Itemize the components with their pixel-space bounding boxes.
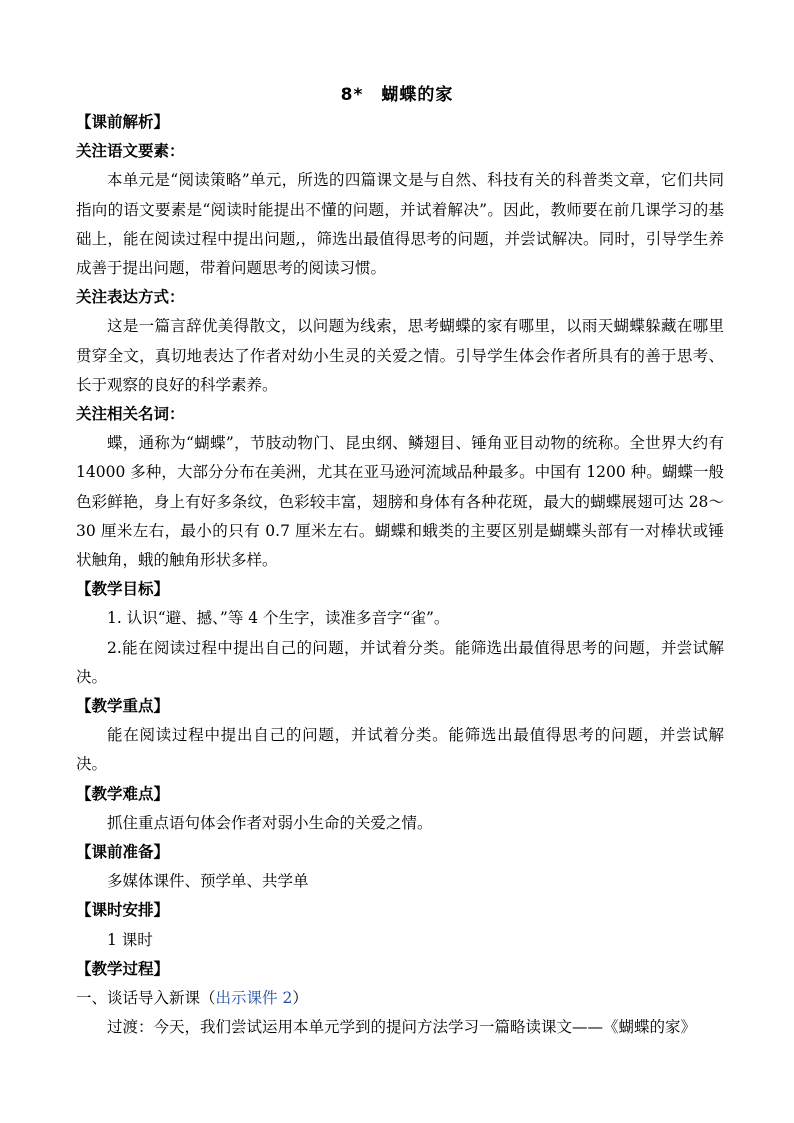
section-heading-process: 【教学过程】	[76, 959, 170, 978]
slide-reference-link[interactable]: 出示课件 2	[215, 989, 293, 1008]
subheading-terms: 关注相关名词：	[76, 405, 185, 424]
subheading-language-elements: 关注语文要素：	[76, 142, 185, 161]
section-heading-key-points: 【教学重点】	[76, 697, 170, 716]
paragraph-terms: 蝶，通称为“蝴蝶”，节肢动物门、昆虫纲、鳞翅目、锤角亚目动物的统称。全世界大约有 14000 多种，大部分分布在美洲，尤其在亚马逊河流域品种最多。中国有 1200 种。蝴蝶一般色彩鲜艳，身上有好多条纹，色彩较丰富，翅膀和身体有各种花斑，最大的蝴蝶展翅可达 28～30 厘米左右，最小的只有 0.7 厘米左右。蝴蝶和蛾类的主要区别是蝴蝶头部有一对棒状或锤状触角，蛾的触角形状多样。	[76, 434, 724, 570]
goal-item-2: 2.能在阅读过程中提出自己的问题，并试着分类。能筛选出最值得思考的问题，并尝试解决。	[76, 638, 724, 686]
section-heading-schedule: 【课时安排】	[76, 901, 170, 920]
paragraph-language-elements: 本单元是“阅读策略”单元，所选的四篇课文是与自然、科技有关的科普类文章，它们共同指向的语文要素是“阅读时能提出不懂的问题，并试着解决”。因此，教师要在前几课学习的基础上，能在阅读过程中提出问题,，筛选出最值得思考的问题，并尝试解决。同时，引导学生养成善于提出问题，带着问题思考的阅读习惯。	[76, 171, 724, 278]
section-heading-analysis: 【课前解析】	[76, 113, 170, 131]
section-heading-difficulties: 【教学难点】	[76, 784, 170, 803]
section-heading-preparation: 【课前准备】	[76, 843, 170, 862]
lesson-number: 8*	[340, 85, 364, 105]
lesson-title	[0, 80, 794, 105]
section-heading-goals: 【教学目标】	[76, 580, 170, 599]
paragraph-key-points: 能在阅读过程中提出自己的问题，并试着分类。能筛选出最值得思考的问题，并尝试解决。	[76, 726, 724, 774]
process-step-1-close: ）	[292, 989, 308, 1008]
subheading-expression: 关注表达方式：	[76, 288, 185, 307]
paragraph-schedule: 1 课时	[107, 930, 153, 949]
paragraph-transition: 过渡：今天，我们尝试运用本单元学到的提问方法学习一篇略读课文——《蝴蝶的家》	[107, 1018, 697, 1037]
document-body	[76, 108, 724, 1043]
process-step-1	[76, 984, 724, 1013]
lesson-title-text: 蝴蝶的家	[381, 85, 454, 105]
paragraph-preparation: 多媒体课件、预学单、共学单	[107, 872, 309, 891]
process-step-1-text: 一、谈话导入新课（	[76, 989, 216, 1008]
paragraph-difficulties: 抓住重点语句体会作者对弱小生命的关爱之情。	[107, 813, 433, 832]
paragraph-expression: 这是一篇言辞优美得散文，以问题为线索，思考蝴蝶的家有哪里，以雨天蝴蝶躲藏在哪里贯穿全文，真切地表达了作者对幼小生灵的关爱之情。引导学生体会作者所具有的善于思考、长于观察的良好的科学素养。	[76, 317, 724, 394]
goal-item-1: 1. 认识“避、撼、”等 4 个生字，读准多音字“雀”。	[107, 609, 450, 628]
